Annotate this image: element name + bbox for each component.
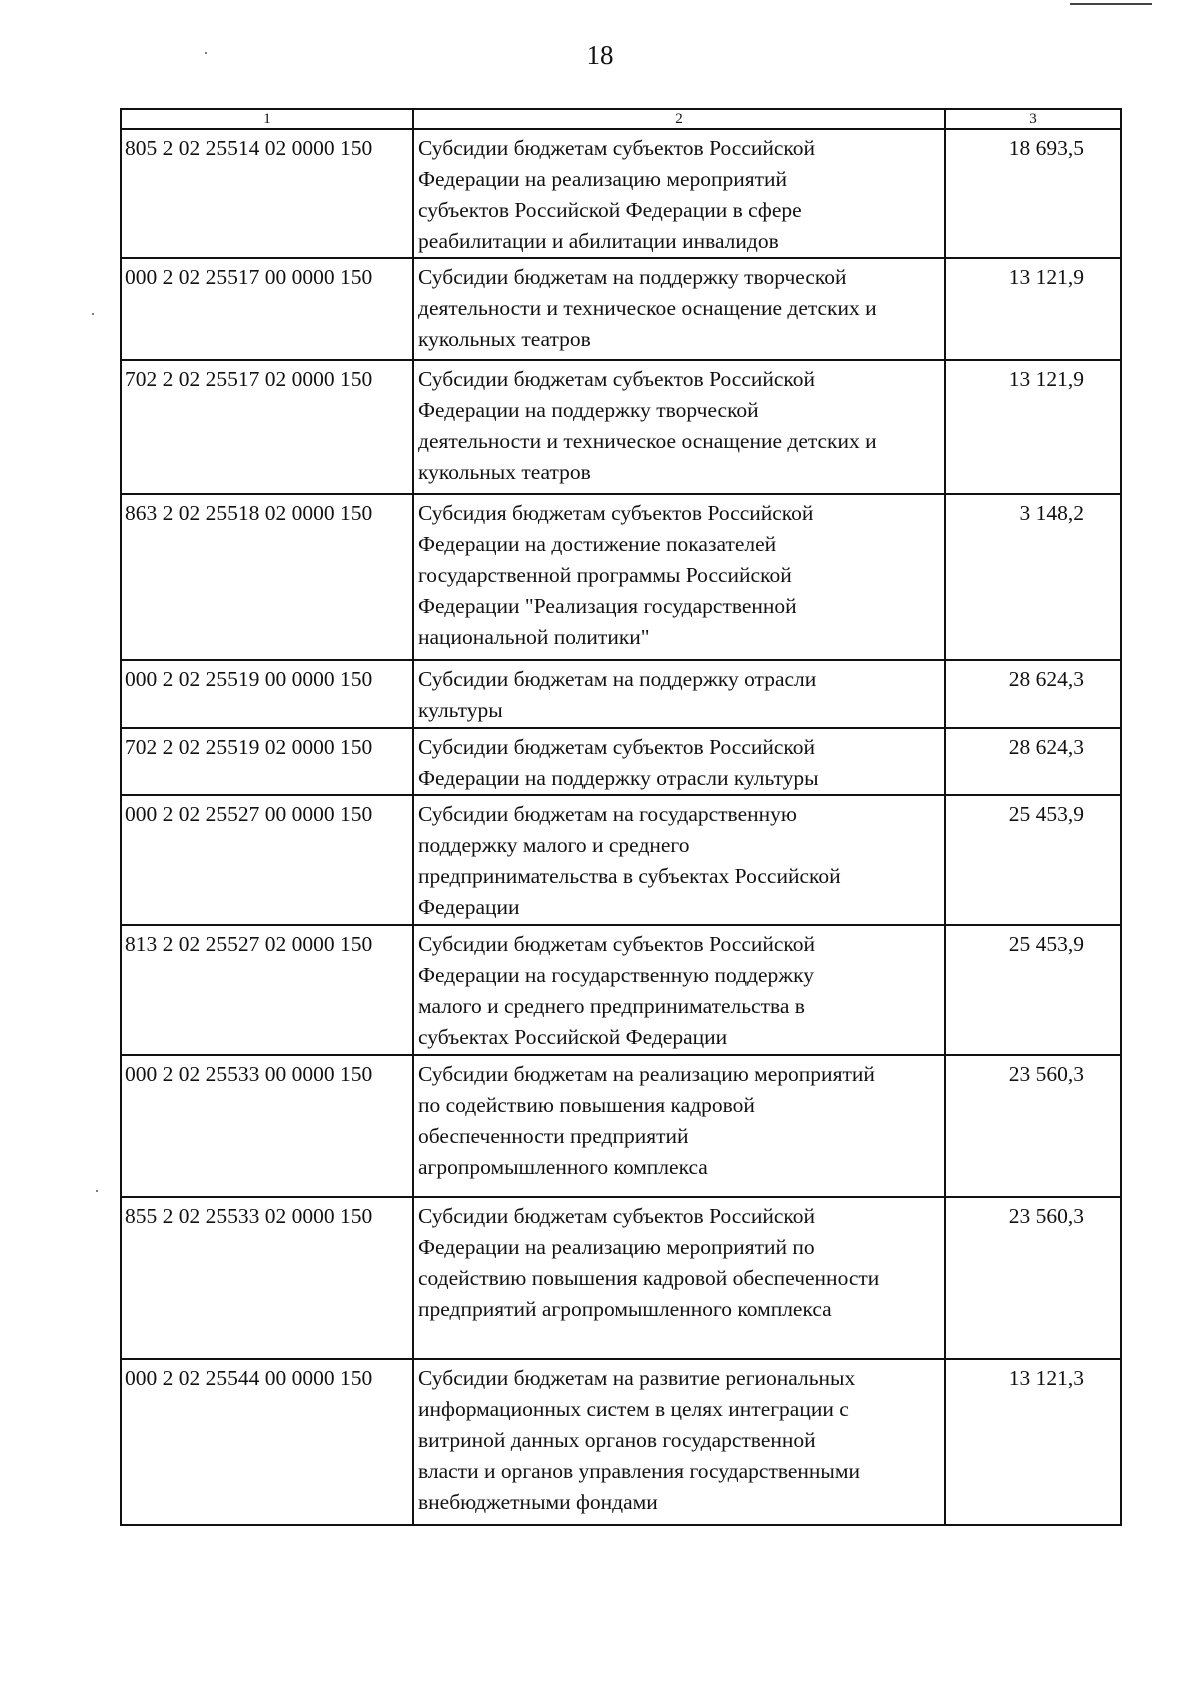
description-line: Федерации на государственную поддержку	[418, 963, 815, 987]
budget-code-cell: 000 2 02 25519 00 0000 150	[121, 660, 413, 728]
description-line: Субсидии бюджетам субъектов Российской	[418, 735, 816, 759]
amount-cell: 18 693,5	[945, 129, 1121, 258]
scan-corner-mark	[1070, 3, 1152, 5]
page-number: 18	[586, 40, 614, 70]
description-line: национальной политики"	[418, 625, 650, 649]
budget-code-cell: 000 2 02 25533 00 0000 150	[121, 1055, 413, 1197]
budget-code-cell: 000 2 02 25517 00 0000 150	[121, 258, 413, 360]
table-row	[121, 728, 1121, 795]
description-cell	[413, 1197, 945, 1359]
description-line: поддержку малого и среднего	[418, 833, 690, 857]
description-line: деятельности и техническое оснащение детских и	[418, 296, 877, 320]
table-row	[121, 660, 1121, 728]
table-row	[121, 1055, 1121, 1197]
budget-code-cell: 702 2 02 25519 02 0000 150	[121, 728, 413, 795]
description-line: информационных систем в целях интеграции с	[418, 1397, 849, 1421]
description-cell	[413, 795, 945, 925]
description-line: по содействию повышения кадровой	[418, 1093, 755, 1117]
description-line: агропромышленного комплекса	[418, 1155, 708, 1179]
amount-cell: 28 624,3	[945, 728, 1121, 795]
description-line: Федерации на поддержку отрасли культуры	[418, 766, 819, 790]
budget-code-cell: 813 2 02 25527 02 0000 150	[121, 925, 413, 1055]
description-line: кукольных театров	[418, 327, 591, 351]
description-cell	[413, 925, 945, 1055]
description-line: обеспеченности предприятий	[418, 1124, 689, 1148]
amount-cell: 25 453,9	[945, 795, 1121, 925]
amount-cell: 23 560,3	[945, 1055, 1121, 1197]
table-row	[121, 494, 1121, 660]
description-cell	[413, 129, 945, 258]
description-line: деятельности и техническое оснащение детских и	[418, 429, 877, 453]
description-line: Субсидии бюджетам субъектов Российской	[418, 367, 816, 391]
description-line: содействию повышения кадровой обеспеченности	[418, 1266, 880, 1290]
description-line: Федерации "Реализация государственной	[418, 594, 797, 618]
column-header-description: 2	[413, 109, 945, 129]
description-line: Субсидии бюджетам субъектов Российской	[418, 136, 816, 160]
amount-cell: 13 121,9	[945, 258, 1121, 360]
budget-table	[120, 108, 1122, 1526]
scan-speck	[96, 1190, 98, 1192]
budget-code-cell: 000 2 02 25527 00 0000 150	[121, 795, 413, 925]
description-line: Федерации на реализацию мероприятий	[418, 167, 788, 191]
description-cell	[413, 360, 945, 494]
budget-code-cell: 863 2 02 25518 02 0000 150	[121, 494, 413, 660]
description-line: Федерации на поддержку творческой	[418, 398, 759, 422]
description-cell	[413, 494, 945, 660]
description-line: витриной данных органов государственной	[418, 1428, 816, 1452]
description-cell	[413, 660, 945, 728]
description-line: внебюджетными фондами	[418, 1490, 658, 1514]
table-row	[121, 258, 1121, 360]
description-cell	[413, 728, 945, 795]
description-line: предприятий агропромышленного комплекса	[418, 1297, 832, 1321]
budget-code-cell: 855 2 02 25533 02 0000 150	[121, 1197, 413, 1359]
description-line: Федерации	[418, 895, 520, 919]
table-row	[121, 795, 1121, 925]
table-row	[121, 1197, 1121, 1359]
budget-code-cell: 000 2 02 25544 00 0000 150	[121, 1359, 413, 1525]
table-row	[121, 925, 1121, 1055]
description-line: государственной программы Российской	[418, 563, 792, 587]
amount-cell: 25 453,9	[945, 925, 1121, 1055]
description-line: Субсидии бюджетам на государственную	[418, 802, 797, 826]
description-line: Федерации на реализацию мероприятий по	[418, 1235, 815, 1259]
description-line: реабилитации и абилитации инвалидов	[418, 229, 779, 253]
description-line: субъектов Российской Федерации в сфере	[418, 198, 802, 222]
column-header-code: 1	[121, 109, 413, 129]
description-line: субъектах Российской Федерации	[418, 1025, 728, 1049]
description-cell	[413, 1359, 945, 1525]
description-line: Федерации на достижение показателей	[418, 532, 777, 556]
description-line: предпринимательства в субъектах Российской	[418, 864, 841, 888]
amount-cell: 28 624,3	[945, 660, 1121, 728]
table-row	[121, 360, 1121, 494]
amount-cell: 3 148,2	[945, 494, 1121, 660]
table-row	[121, 129, 1121, 258]
budget-code-cell: 805 2 02 25514 02 0000 150	[121, 129, 413, 258]
amount-cell: 13 121,3	[945, 1359, 1121, 1525]
column-header-amount: 3	[945, 109, 1121, 129]
description-cell	[413, 258, 945, 360]
description-line: малого и среднего предпринимательства в	[418, 994, 805, 1018]
description-line: власти и органов управления государственными	[418, 1459, 860, 1483]
amount-cell: 23 560,3	[945, 1197, 1121, 1359]
description-line: Субсидии бюджетам на реализацию мероприятий	[418, 1062, 875, 1086]
description-line: Субсидии бюджетам на развитие региональных	[418, 1366, 856, 1390]
description-line: кукольных театров	[418, 460, 591, 484]
budget-code-cell: 702 2 02 25517 02 0000 150	[121, 360, 413, 494]
scan-speck	[92, 313, 94, 315]
description-line: Субсидии бюджетам на поддержку творческой	[418, 265, 847, 289]
table-row	[121, 1359, 1121, 1525]
description-line: Субсидии бюджетам субъектов Российской	[418, 1204, 816, 1228]
description-line: Субсидии бюджетам субъектов Российской	[418, 932, 816, 956]
table-header-row	[121, 109, 1121, 129]
amount-cell: 13 121,9	[945, 360, 1121, 494]
description-line: культуры	[418, 698, 503, 722]
description-line: Субсидии бюджетам на поддержку отрасли	[418, 667, 817, 691]
description-line: Субсидия бюджетам субъектов Российской	[418, 501, 814, 525]
description-cell	[413, 1055, 945, 1197]
